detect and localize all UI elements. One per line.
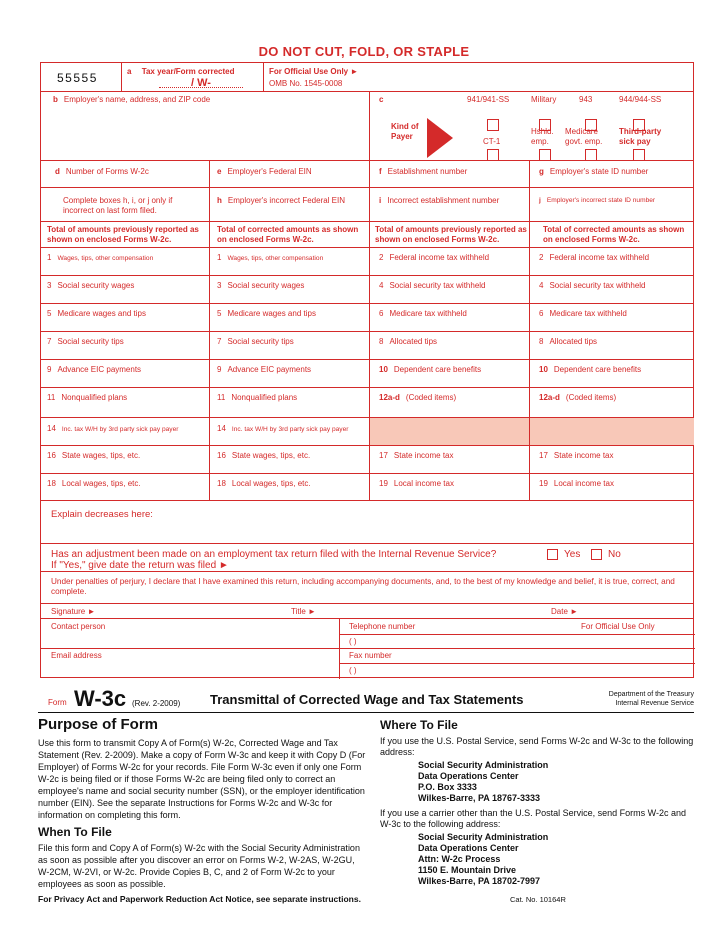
box-number: 10 [379, 365, 388, 374]
box-number: 19 [379, 479, 388, 488]
totals-header-prev-left: Total of amounts previously reported as shown on enclosed Forms W-2c. [47, 225, 199, 244]
box-8-label [539, 337, 597, 347]
box-text: Nonqualified plans [231, 393, 298, 402]
title-label: Title ► [291, 607, 316, 616]
checkbox-third-party[interactable] [633, 149, 645, 161]
box-number: 6 [539, 309, 544, 318]
box-number: 5 [47, 309, 52, 318]
address2-line: 1150 E. Mountain Drive [418, 865, 517, 875]
divider [121, 63, 122, 91]
box-5-label [47, 309, 146, 319]
signature-label: Signature ► [51, 607, 96, 616]
box-12a-d-label [379, 393, 456, 403]
box-text: Dependent care benefits [393, 365, 482, 374]
email-label: Email address [51, 651, 102, 660]
box-16-label [47, 451, 140, 461]
divider [369, 160, 370, 500]
box-text: Social security tax withheld [549, 281, 646, 290]
box-number: 16 [217, 451, 226, 460]
rule [41, 221, 693, 222]
box-text: State income tax [553, 451, 614, 460]
address1-line: P.O. Box 3333 [418, 782, 477, 792]
fax-paren[interactable]: ( ) [349, 666, 357, 675]
rule [41, 618, 693, 619]
rule [41, 359, 693, 360]
if-yes-label: If "Yes," give date the return was filed ► [51, 560, 229, 571]
box-3-label [47, 281, 134, 291]
box-text: State wages, tips, etc. [231, 451, 311, 460]
box-h-letter: h [217, 196, 222, 205]
form-code: 55555 [57, 71, 98, 85]
totals-header-prev-right: Total of amounts previously reported as shown on enclosed Forms W-2c. [375, 225, 527, 244]
rule [41, 247, 693, 248]
shaded-cell [370, 418, 529, 445]
totals-header-corr-left: Total of corrected amounts as shown on enclosed Forms W-2c. [217, 225, 359, 244]
box-7-label [47, 337, 124, 347]
box-5-label [217, 309, 316, 319]
type-third-party: Third-party sick pay [619, 127, 662, 146]
box-text: Wages, tips, other compensation [227, 255, 324, 262]
box-11-label [217, 393, 297, 403]
perjury-statement: Under penalties of perjury, I declare that I have examined this return, including accompanying documents, and, to the best of my knowledge and belief, it is true, correct, and complete. [51, 577, 675, 596]
divider [263, 63, 264, 91]
box-6-label [539, 309, 627, 319]
box-number: 2 [379, 253, 384, 262]
tax-year-input[interactable]: / W- [159, 78, 243, 88]
box-text: State income tax [393, 451, 454, 460]
box-11-label [47, 393, 127, 403]
type-ct1: CT-1 [483, 137, 501, 146]
rule [41, 275, 693, 276]
rule [339, 663, 695, 664]
box-a-label: Tax year/Form corrected [141, 67, 235, 76]
totals-header-corr-right: Total of corrected amounts as shown on enclosed Forms W-2c. [543, 225, 685, 244]
box-text: Social security wages [227, 281, 305, 290]
box-text: Nonqualified plans [61, 393, 128, 402]
where-carrier-text: If you use a carrier other than the U.S. Postal Service, send Forms W-2c and W-3c to the following address: [380, 808, 686, 829]
rule [41, 445, 693, 446]
rule [41, 331, 693, 332]
address2-line: Wilkes-Barre, PA 18702-7997 [418, 876, 540, 886]
rule [38, 712, 694, 713]
date-label: Date ► [551, 607, 579, 616]
rule [339, 634, 695, 635]
box-number: 9 [47, 365, 52, 374]
address2-line: Data Operations Center [418, 843, 519, 853]
box-text: Local income tax [393, 479, 454, 488]
rule [41, 303, 693, 304]
type-944: 944/944-SS [619, 95, 662, 104]
box-4-label [539, 281, 646, 291]
rule [41, 571, 693, 572]
box-2-label [539, 253, 649, 263]
rule [41, 500, 693, 501]
telephone-label: Telephone number [349, 622, 416, 631]
omb-number: OMB No. 1545-0008 [269, 79, 343, 88]
box-12a-d-label [539, 393, 616, 403]
box-7-label [217, 337, 294, 347]
box-g-letter: g [539, 167, 544, 176]
address2-line: Attn: W-2c Process [418, 854, 501, 864]
box-14-label [47, 424, 178, 435]
address1-line: Data Operations Center [418, 771, 519, 781]
box-1-label [47, 253, 153, 264]
box-17-label [379, 451, 454, 461]
box-d-label: Number of Forms W-2c [65, 167, 149, 176]
box-text: Medicare tax withheld [549, 309, 627, 318]
box-j-label: Employer's incorrect state ID number [546, 197, 656, 204]
address1-line: Social Security Administration [418, 760, 549, 770]
box-14-label [217, 424, 348, 435]
box-e-label: Employer's Federal EIN [227, 167, 312, 176]
box-number: 10 [539, 365, 548, 374]
box-text: Inc. tax W/H by 3rd party sick pay payer [61, 426, 179, 433]
complete-boxes-note: Complete boxes h, i, or j only if incorrect on last form filed. [63, 196, 173, 215]
box-number: 8 [379, 337, 384, 346]
box-number: 12a-d [379, 393, 400, 402]
type-hshld: Hshld. emp. [531, 127, 554, 146]
checkbox-yes[interactable] [547, 549, 558, 560]
rule [41, 473, 693, 474]
purpose-heading: Purpose of Form [38, 716, 159, 733]
box-h-label: Employer's incorrect Federal EIN [227, 196, 346, 205]
box-number: 1 [47, 253, 52, 262]
box-6-label [379, 309, 467, 319]
box-10-label [379, 365, 481, 375]
checkbox-medicare[interactable] [585, 149, 597, 161]
box-text: Medicare wages and tips [57, 309, 146, 318]
contact-person-label: Contact person [51, 622, 106, 631]
box-18-label [217, 479, 311, 489]
form-revision: (Rev. 2-2009) [132, 699, 181, 708]
box-number: 7 [47, 337, 52, 346]
box-text: Local wages, tips, etc. [61, 479, 141, 488]
type-941: 941/941-SS [467, 95, 510, 104]
rule [41, 603, 693, 604]
box-4-label [379, 281, 486, 291]
yes-label: Yes [564, 549, 581, 560]
address2-line: Social Security Administration [418, 832, 549, 842]
box-text: Federal income tax withheld [389, 253, 490, 262]
box-number: 4 [539, 281, 544, 290]
divider [209, 160, 210, 500]
official-use-footer: For Official Use Only [581, 622, 655, 631]
box-number: 1 [217, 253, 222, 262]
box-text: (Coded items) [565, 393, 617, 402]
box-number: 3 [217, 281, 222, 290]
explain-label: Explain decreases here: [51, 509, 153, 520]
box-number: 19 [539, 479, 548, 488]
checkbox-hshld[interactable] [539, 149, 551, 161]
box-number: 2 [539, 253, 544, 262]
rule [41, 91, 693, 92]
type-military: Military [531, 95, 557, 104]
privacy-notice: For Privacy Act and Paperwork Reduction Act Notice, see separate instructions. [38, 894, 361, 904]
box-number: 8 [539, 337, 544, 346]
checkbox-ct1[interactable] [487, 149, 499, 161]
box-text: Advance EIC payments [227, 365, 312, 374]
catalog-number: Cat. No. 10164R [510, 895, 566, 904]
box-number: 6 [379, 309, 384, 318]
box-number: 14 [217, 424, 226, 433]
box-number: 11 [47, 393, 56, 402]
box-19-label [379, 479, 454, 489]
box-number: 4 [379, 281, 384, 290]
box-8-label [379, 337, 437, 347]
box-i-letter: i [379, 196, 382, 205]
box-e-letter: e [217, 167, 222, 176]
box-number: 12a-d [539, 393, 560, 402]
adjustment-question: Has an adjustment been made on an employment tax return filed with the Internal Revenue Service? [51, 549, 497, 560]
box-number: 17 [539, 451, 548, 460]
box-text: Allocated tips [549, 337, 598, 346]
box-number: 7 [217, 337, 222, 346]
box-10-label [539, 365, 641, 375]
box-3-label [217, 281, 304, 291]
checkbox-941[interactable] [487, 119, 499, 131]
box-text: State wages, tips, etc. [61, 451, 141, 460]
box-text: Medicare wages and tips [227, 309, 316, 318]
box-i-label: Incorrect establishment number [387, 196, 500, 205]
rule [41, 387, 693, 388]
fax-label: Fax number [349, 651, 392, 660]
divider [369, 91, 370, 160]
box-text: Social security tips [227, 337, 294, 346]
box-a-letter: a [127, 67, 132, 76]
dept-treasury: Department of the Treasury [608, 691, 694, 698]
type-943: 943 [579, 95, 593, 104]
no-label: No [608, 549, 621, 560]
box-9-label [217, 365, 311, 375]
w3c-form [40, 62, 694, 678]
box-f-label: Establishment number [387, 167, 468, 176]
shaded-cell [530, 418, 694, 445]
arrow-right-icon [427, 118, 453, 158]
box-1-label [217, 253, 323, 264]
box-19-label [539, 479, 614, 489]
box-text: Dependent care benefits [553, 365, 642, 374]
rule [41, 648, 695, 649]
where-heading: Where To File [380, 718, 458, 732]
box-9-label [47, 365, 141, 375]
official-use-label: For Official Use Only ► [269, 67, 359, 76]
box-number: 9 [217, 365, 222, 374]
box-number: 3 [47, 281, 52, 290]
box-text: Local income tax [553, 479, 614, 488]
box-f-letter: f [379, 167, 382, 176]
box-number: 14 [47, 424, 56, 433]
box-text: Wages, tips, other compensation [57, 255, 154, 262]
box-g-label: Employer's state ID number [549, 167, 649, 176]
rule [41, 187, 693, 188]
box-j-letter: j [539, 197, 541, 204]
box-2-label [379, 253, 489, 263]
box-text: Social security tax withheld [389, 281, 486, 290]
box-number: 5 [217, 309, 222, 318]
box-number: 18 [47, 479, 56, 488]
type-medicare: Medicare govt. emp. [565, 127, 603, 146]
telephone-paren[interactable]: ( ) [349, 637, 357, 646]
box-number: 11 [217, 393, 226, 402]
box-16-label [217, 451, 310, 461]
box-text: Inc. tax W/H by 3rd party sick pay payer [231, 426, 349, 433]
box-d-letter: d [55, 167, 60, 176]
box-text: Allocated tips [389, 337, 438, 346]
box-text: Local wages, tips, etc. [231, 479, 311, 488]
form-word: Form [48, 698, 67, 707]
when-heading: When To File [38, 825, 112, 839]
box-text: Social security wages [57, 281, 135, 290]
box-text: Federal income tax withheld [549, 253, 650, 262]
box-17-label [539, 451, 614, 461]
divider [529, 160, 530, 500]
box-text: Advance EIC payments [57, 365, 142, 374]
kind-of-payer-label: Kind of Payer [391, 122, 419, 141]
box-number: 17 [379, 451, 388, 460]
when-text: File this form and Copy A of Form(s) W-2c with the Social Security Administration as soon as possible after you discover an error on Forms W-2, W-2AS, W-2GU, W-2CM, W-2VI, or W-2c. Provide Copies B, C, and 2 of Form W-2c to your employees as soon as possible. [38, 843, 360, 889]
box-text: Medicare tax withheld [389, 309, 467, 318]
dept-irs: Internal Revenue Service [615, 700, 694, 707]
box-b-label: Employer's name, address, and ZIP code [63, 95, 211, 104]
purpose-text: Use this form to transmit Copy A of Form(s) W-2c, Corrected Wage and Tax Statement (Rev. 2-2009). Make a copy of Form W-3c and keep it with Copy D (For Employer) of Forms W-2c for your records. File Form W-3c even if only one Form W-2c is being filed or if those Forms W-2c are being filed only to correct an employee's name and social security number (SSN), or the employer identification number (EIN). See the separate Instructions for Forms W-2c and W-3c for information on completing this form. [38, 738, 366, 820]
banner-title: DO NOT CUT, FOLD, OR STAPLE [258, 44, 470, 59]
address1-line: Wilkes-Barre, PA 18767-3333 [418, 793, 540, 803]
box-text: (Coded items) [405, 393, 457, 402]
checkbox-no[interactable] [591, 549, 602, 560]
form-name: W-3c [74, 686, 127, 711]
rule [41, 543, 693, 544]
box-number: 16 [47, 451, 56, 460]
box-number: 18 [217, 479, 226, 488]
where-usps-text: If you use the U.S. Postal Service, send Forms W-2c and W-3c to the following address: [380, 736, 694, 757]
box-18-label [47, 479, 141, 489]
box-c-letter: c [379, 95, 384, 104]
form-title: Transmittal of Corrected Wage and Tax Statements [210, 692, 524, 707]
box-text: Social security tips [57, 337, 124, 346]
box-b-letter: b [53, 95, 58, 104]
